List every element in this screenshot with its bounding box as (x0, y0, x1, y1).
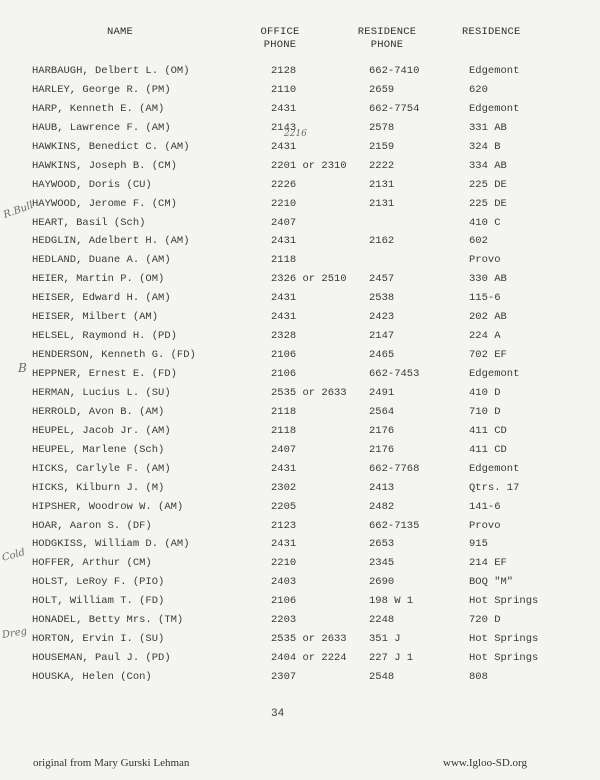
entry-name: HOFFER, Arthur (CM) (32, 557, 152, 570)
table-row (0, 517, 600, 536)
entry-office-phone: 2403 (271, 576, 297, 589)
handwritten-correction: 2216 (284, 129, 307, 139)
table-row (0, 668, 600, 687)
entry-residence: 720 D (469, 614, 501, 627)
entry-residence: 411 CD (469, 443, 507, 456)
entry-name: HOLT, William T. (FD) (32, 595, 165, 608)
entry-office-phone: 2328 (271, 330, 297, 343)
entry-residence-phone: 2423 (369, 311, 395, 324)
entry-name: HENDERSON, Kenneth G. (FD) (32, 349, 196, 362)
handwritten-note-horton: Dreg (1, 625, 28, 642)
entry-name: HERMAN, Lucius L. (SU) (32, 386, 171, 399)
entry-residence-phone: 2564 (369, 405, 395, 418)
entry-name: HAUB, Lawrence F. (AM) (32, 121, 171, 134)
entry-name: HONADEL, Betty Mrs. (TM) (32, 614, 184, 627)
entry-residence: Edgemont (469, 462, 520, 475)
entry-residence: 214 EF (469, 557, 507, 570)
entry-office-phone: 2128 (271, 65, 297, 77)
entry-name: HORTON, Ervin I. (SU) (32, 633, 165, 646)
entry-name: HEPPNER, Ernest E. (FD) (32, 368, 177, 380)
entry-name: HAYWOOD, Jerome F. (CM) (32, 197, 177, 210)
entry-residence: Edgemont (469, 65, 520, 77)
entry-office-phone: 2407 (271, 443, 297, 456)
entry-name: HEART, Basil (Sch) (32, 216, 146, 229)
entry-office-phone: 2535 or 2633 (271, 386, 347, 399)
entry-name: HEIER, Martin P. (OM) (32, 273, 165, 286)
table-row (0, 100, 600, 119)
entry-name: HEUPEL, Jacob Jr. (AM) (32, 424, 171, 437)
table-row (0, 157, 600, 176)
handwritten-note-hoffer: Cold (0, 547, 27, 564)
entry-residence: 330 AB (469, 273, 507, 286)
entry-residence: Qtrs. 17 (469, 481, 520, 494)
entry-residence-phone: 2538 (369, 292, 395, 305)
entry-residence: 710 D (469, 405, 501, 418)
handwritten-note-heppner: B (18, 361, 27, 375)
entry-residence-phone: 2578 (369, 121, 395, 134)
entry-residence: Provo (469, 519, 501, 532)
entry-name: HIPSHER, Woodrow W. (AM) (32, 500, 184, 513)
footer-credit: original from Mary Gurski Lehman (33, 757, 190, 769)
entry-name: HICKS, Kilburn J. (M) (32, 481, 165, 494)
directory-table (0, 62, 600, 687)
entry-residence: 115-6 (469, 292, 501, 305)
entry-name: HARLEY, George R. (PM) (32, 83, 171, 96)
entry-residence-phone: 2491 (369, 386, 395, 399)
entry-residence-phone: 2457 (369, 273, 395, 286)
entry-office-phone: 2118 (271, 254, 297, 267)
entry-office-phone: 2118 (271, 424, 297, 437)
entry-office-phone: 2431 (271, 140, 297, 153)
entry-office-phone: 2106 (271, 349, 297, 362)
entry-residence-phone: 2413 (369, 481, 395, 494)
table-row (0, 592, 600, 611)
entry-office-phone: 2431 (271, 538, 297, 551)
page-number: 34 (271, 708, 285, 720)
entry-residence-phone: 2131 (369, 197, 395, 210)
entry-residence-phone: 2653 (369, 538, 395, 551)
entry-residence-phone: 2465 (369, 349, 395, 362)
table-row (0, 535, 600, 554)
entry-residence-phone: 662-7754 (369, 102, 420, 115)
entry-residence-phone: 227 J 1 (369, 652, 414, 665)
entry-office-phone: 2205 (271, 500, 297, 513)
entry-residence-phone: 662-7768 (369, 462, 420, 475)
entry-office-phone: 2143 (271, 121, 297, 134)
entry-residence: 225 DE (469, 178, 507, 191)
table-row (0, 573, 600, 592)
table-row (0, 460, 600, 479)
table-row (0, 649, 600, 668)
entry-office-phone: 2404 or 2224 (271, 652, 347, 665)
entry-residence-phone: 2482 (369, 500, 395, 513)
table-row (0, 479, 600, 498)
entry-name: HAYWOOD, Doris (CU) (32, 178, 152, 191)
entry-residence: Hot Springs (469, 595, 539, 608)
table-row (0, 214, 600, 233)
entry-office-phone: 2535 or 2633 (271, 633, 347, 646)
entry-residence: 324 B (469, 140, 501, 153)
entry-residence: 202 AB (469, 311, 507, 324)
table-row (0, 62, 600, 81)
entry-name: HAWKINS, Benedict C. (AM) (32, 140, 190, 153)
table-row (0, 346, 600, 365)
entry-office-phone: 2123 (271, 519, 297, 532)
entry-residence-phone: 2176 (369, 424, 395, 437)
entry-residence-phone: 2131 (369, 178, 395, 191)
entry-residence-phone: 2248 (369, 614, 395, 627)
entry-residence: 331 AB (469, 121, 507, 134)
entry-residence-phone: 2690 (369, 576, 395, 589)
entry-office-phone: 2226 (271, 178, 297, 191)
table-row (0, 403, 600, 422)
table-row (0, 289, 600, 308)
entry-name: HEDGLIN, Adelbert H. (AM) (32, 235, 190, 248)
entry-office-phone: 2302 (271, 481, 297, 494)
entry-name: HOLST, LeRoy F. (PIO) (32, 576, 165, 589)
entry-office-phone: 2407 (271, 216, 297, 229)
entry-office-phone: 2106 (271, 595, 297, 608)
entry-office-phone: 2326 or 2510 (271, 273, 347, 286)
entry-office-phone: 2110 (271, 83, 297, 96)
entry-residence-phone: 2548 (369, 671, 395, 683)
entry-residence-phone: 2176 (369, 443, 395, 456)
entry-residence: 915 (469, 538, 488, 551)
entry-name: HERROLD, Avon B. (AM) (32, 405, 165, 418)
header-name: NAME (106, 26, 133, 38)
entry-residence: 225 DE (469, 197, 507, 210)
table-row (0, 422, 600, 441)
entry-residence-phone: 662-7135 (369, 519, 420, 532)
entry-residence: 411 CD (469, 424, 507, 437)
entry-residence-phone: 2147 (369, 330, 395, 343)
entry-name: HODGKISS, William D. (AM) (32, 538, 190, 551)
entry-office-phone: 2431 (271, 235, 297, 248)
entry-residence: 602 (469, 235, 488, 248)
entry-residence: Provo (469, 254, 501, 267)
entry-residence-phone: 2659 (369, 83, 395, 96)
table-row (0, 195, 600, 214)
entry-name: HELSEL, Raymond H. (PD) (32, 330, 177, 343)
table-row (0, 81, 600, 100)
table-row (0, 327, 600, 346)
entry-residence: 141-6 (469, 500, 501, 513)
entry-residence: 702 EF (469, 349, 507, 362)
entry-name: HICKS, Carlyle F. (AM) (32, 462, 171, 475)
entry-name: HOAR, Aaron S. (DF) (32, 519, 152, 532)
entry-residence-phone: 198 W 1 (369, 595, 414, 608)
entry-residence-phone: 662-7410 (369, 65, 420, 77)
entry-residence: 410 D (469, 386, 501, 399)
entry-office-phone: 2118 (271, 405, 297, 418)
table-row (0, 176, 600, 195)
table-row (0, 308, 600, 327)
table-row (0, 554, 600, 573)
entry-office-phone: 2201 or 2310 (271, 159, 347, 172)
table-row (0, 138, 600, 157)
entry-office-phone: 2203 (271, 614, 297, 627)
entry-residence-phone: 2345 (369, 557, 395, 570)
entry-office-phone: 2431 (271, 311, 297, 324)
entry-office-phone: 2210 (271, 557, 297, 570)
header-residence: RESIDENCE (462, 26, 521, 38)
entry-name: HEUPEL, Marlene (Sch) (32, 443, 165, 456)
table-row (0, 498, 600, 517)
header-office-phone: OFFICE PHONE (260, 26, 300, 51)
entry-office-phone: 2431 (271, 462, 297, 475)
entry-residence: BOQ "M" (469, 576, 514, 589)
entry-name: HOUSKA, Helen (Con) (32, 671, 152, 683)
entry-residence: Hot Springs (469, 652, 539, 665)
entry-name: HAWKINS, Joseph B. (CM) (32, 159, 177, 172)
table-row (0, 270, 600, 289)
entry-residence: Edgemont (469, 102, 520, 115)
entry-office-phone: 2431 (271, 292, 297, 305)
entry-residence-phone: 662-7453 (369, 368, 420, 380)
header-residence-phone: RESIDENCE PHONE (357, 26, 417, 51)
entry-residence: Edgemont (469, 368, 520, 380)
entry-residence-phone: 2162 (369, 235, 395, 248)
table-row (0, 441, 600, 460)
entry-name: HEDLAND, Duane A. (AM) (32, 254, 171, 267)
handwritten-note-heart: R.Bull (2, 200, 35, 221)
entry-residence: 224 A (469, 330, 501, 343)
entry-residence: Hot Springs (469, 633, 539, 646)
entry-residence-phone: 351 J (369, 633, 401, 646)
entry-office-phone: 2106 (271, 368, 297, 380)
entry-residence-phone: 2159 (369, 140, 395, 153)
entry-residence-phone: 2222 (369, 159, 395, 172)
table-row (0, 611, 600, 630)
table-row (0, 365, 600, 384)
entry-office-phone: 2210 (271, 197, 297, 210)
entry-name: HARBAUGH, Delbert L. (OM) (32, 65, 190, 77)
entry-residence: 808 (469, 671, 488, 683)
entry-office-phone: 2307 (271, 671, 297, 683)
table-row (0, 384, 600, 403)
table-row (0, 251, 600, 270)
entry-residence: 410 C (469, 216, 501, 229)
entry-name: HEISER, Milbert (AM) (32, 311, 159, 324)
entry-name: HARP, Kenneth E. (AM) (32, 102, 165, 115)
entry-name: HEISER, Edward H. (AM) (32, 292, 171, 305)
table-row (0, 630, 600, 649)
footer-website: www.Igloo-SD.org (443, 757, 528, 769)
entry-office-phone: 2431 (271, 102, 297, 115)
entry-residence: 620 (469, 83, 488, 96)
table-row (0, 232, 600, 251)
entry-name: HOUSEMAN, Paul J. (PD) (32, 652, 171, 665)
entry-residence: 334 AB (469, 159, 507, 172)
